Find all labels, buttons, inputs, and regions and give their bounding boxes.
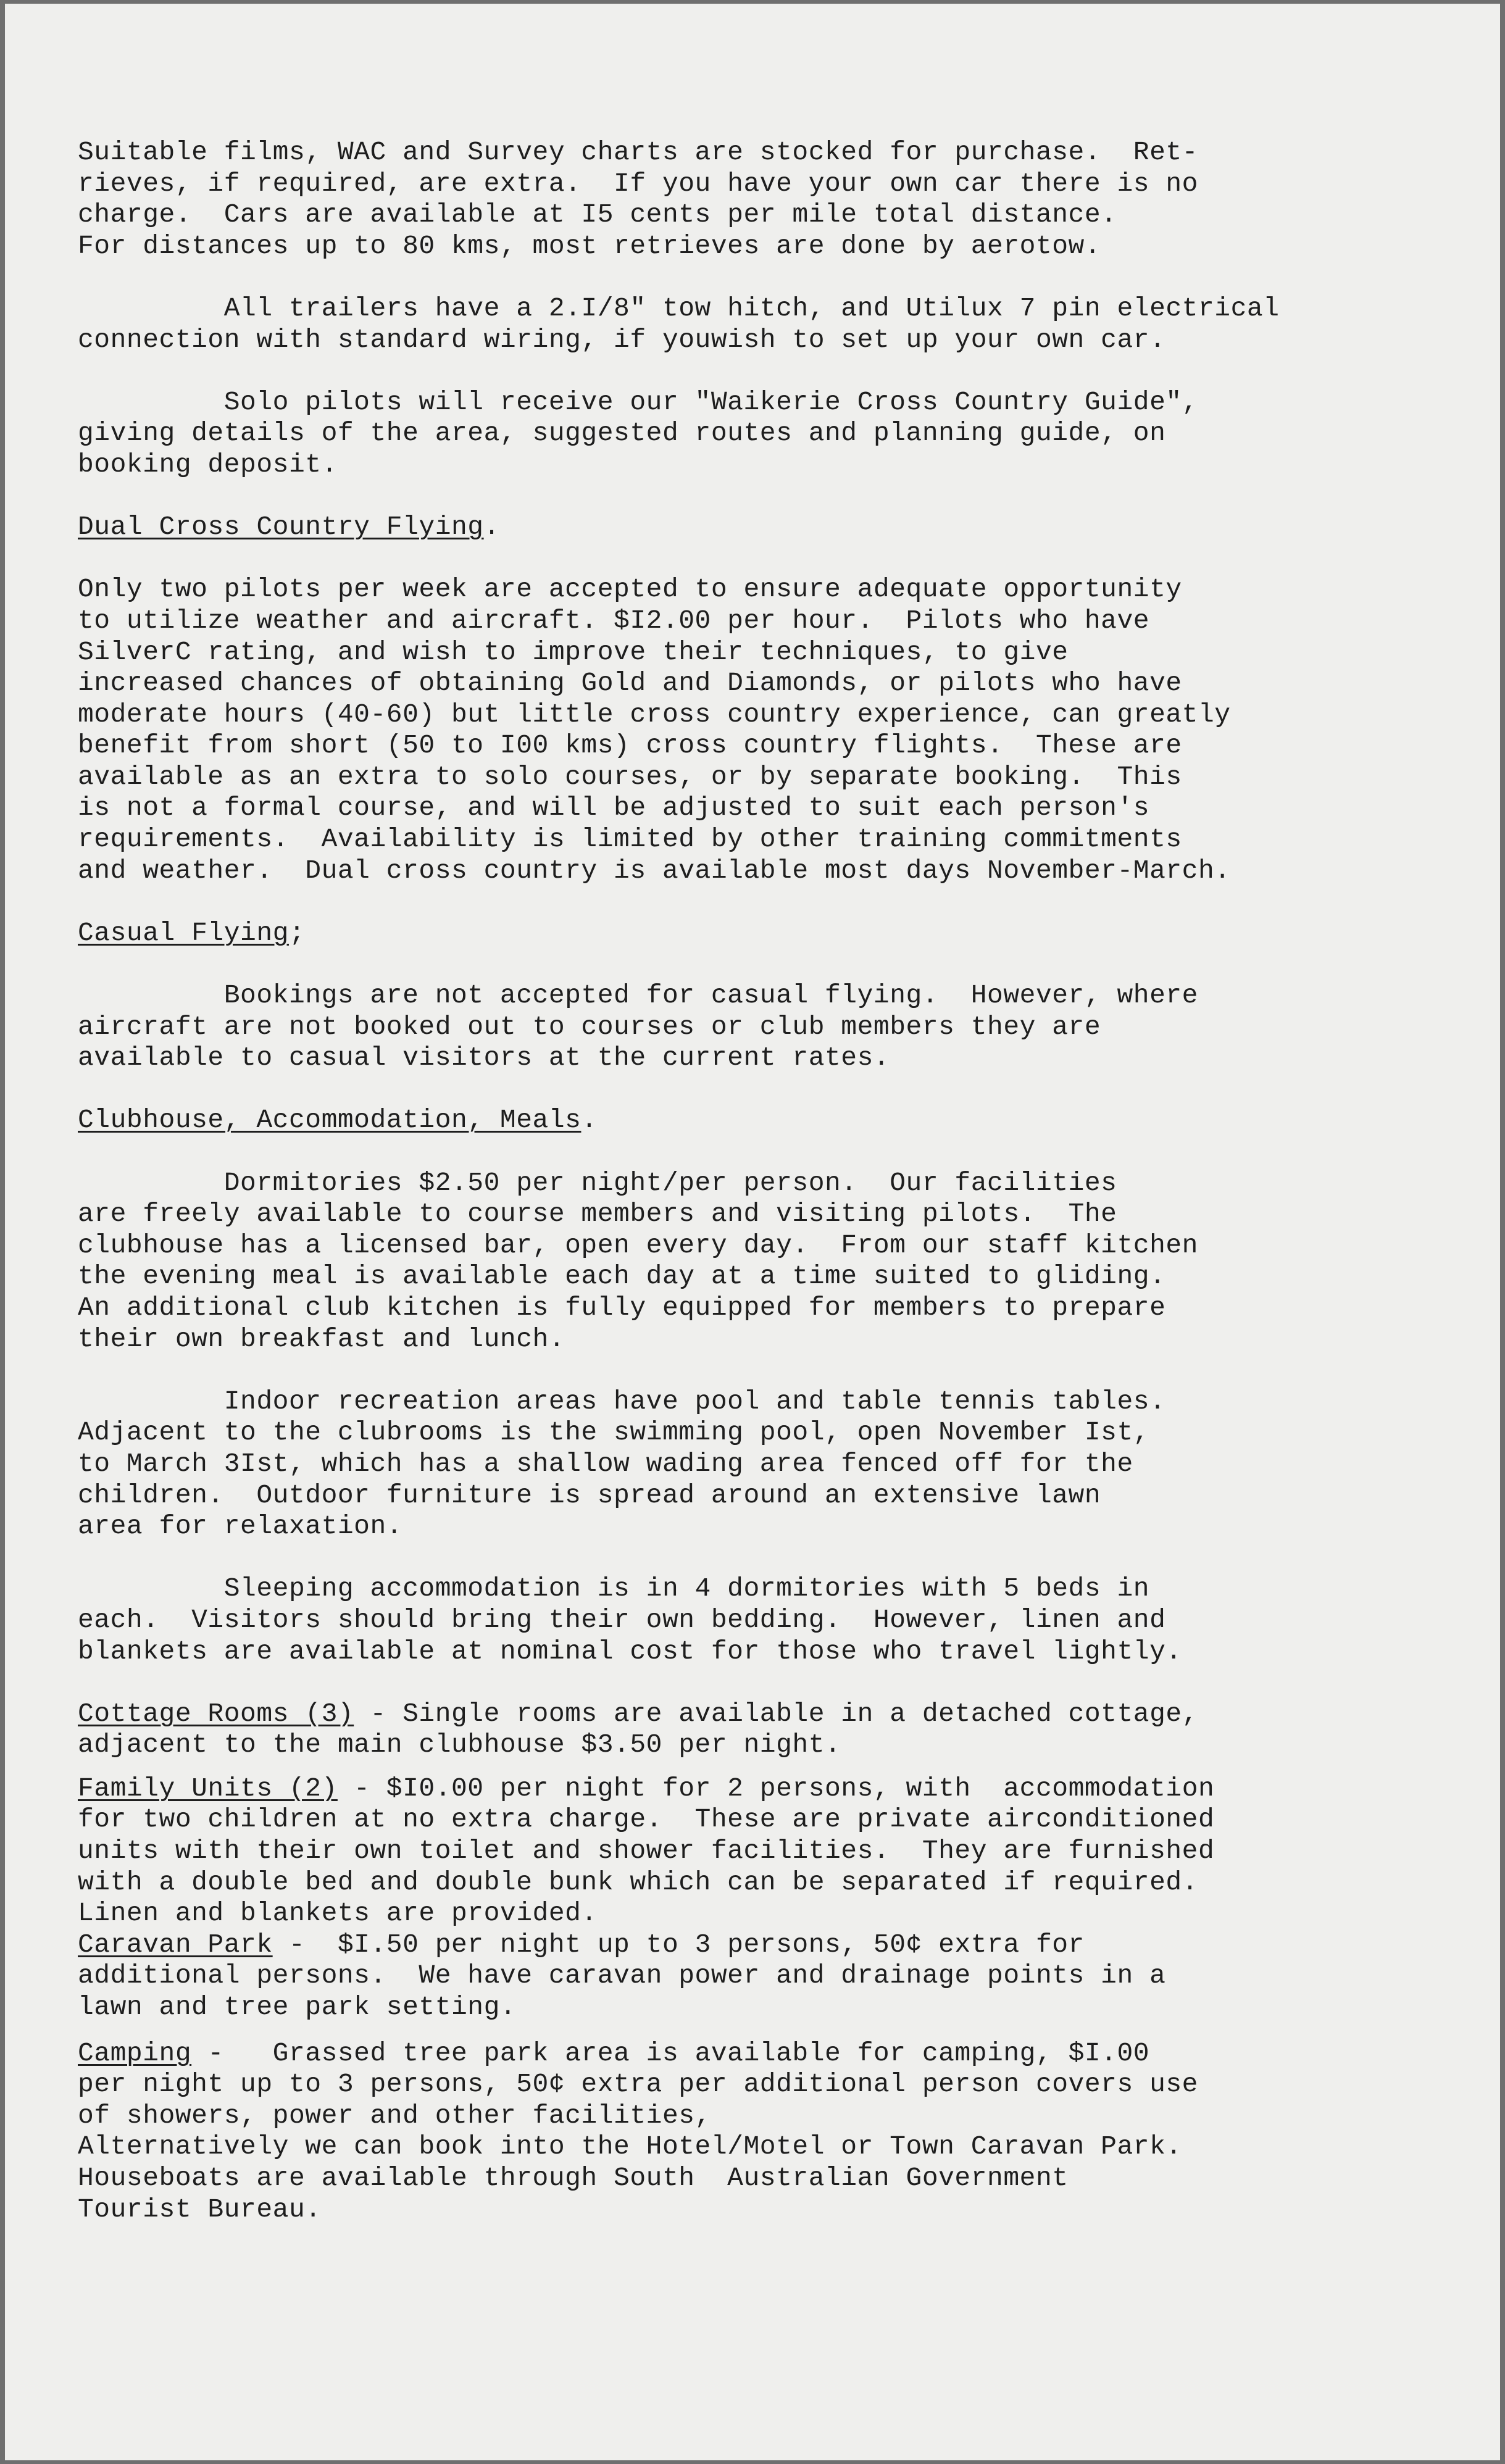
text-line: with a double bed and double bunk which can be separated if required. — [78, 1867, 1198, 1897]
text-line: are freely available to course members and visiting pilots. The — [78, 1199, 1117, 1230]
text-line: clubhouse has a licensed bar, open every day. From our staff kitchen — [78, 1230, 1198, 1260]
text-line: per night up to 3 persons, 50¢ extra per additional person covers use — [78, 2069, 1198, 2100]
text-line: lawn and tree park setting. — [78, 1992, 517, 2023]
paragraph-dormitories — [78, 1168, 1405, 1355]
text-line: available as an extra to solo courses, or by separate booking. This — [78, 761, 1182, 792]
heading-text: Caravan Park — [78, 1929, 273, 1960]
text-line: additional persons. We have caravan power and drainage points in a — [78, 1960, 1166, 1991]
text-line: moderate hours (40-60) but little cross country experience, can greatly — [78, 699, 1231, 730]
text-line: Dormitories $2.50 per night/per person. Our facilities — [78, 1167, 1117, 1198]
heading-suffix: - $I0.00 per night for 2 persons, with accommodation — [337, 1773, 1215, 1804]
text-line: SilverC rating, and wish to improve their techniques, to give — [78, 636, 1069, 667]
paragraph-family-units — [78, 1773, 1405, 1929]
text-line: is not a formal course, and will be adjusted to suit each person's — [78, 793, 1150, 823]
text-line: the evening meal is available each day at a time suited to gliding. — [78, 1261, 1166, 1292]
text-line: to March 3Ist, which has a shallow wading area fenced off for the — [78, 1448, 1133, 1479]
text-line — [78, 2038, 1405, 2070]
text-line: each. Visitors should bring their own bedding. However, linen and — [78, 1604, 1166, 1635]
paragraph-caravan-park — [78, 1929, 1405, 2023]
text-line: Bookings are not accepted for casual flying. However, where — [78, 980, 1198, 1011]
heading-text: Camping — [78, 2037, 192, 2068]
paragraph-sleeping — [78, 1573, 1405, 1667]
heading-text: Family Units (2) — [78, 1773, 338, 1804]
paragraph-solo-guide — [78, 387, 1405, 481]
heading-suffix: - Single rooms are available in a detached cottage, — [354, 1698, 1198, 1729]
section-heading-casual-flying — [78, 918, 1405, 949]
text-line: available to casual visitors at the current rates. — [78, 1043, 890, 1073]
text-line: Solo pilots will receive our "Waikerie Cross Country Guide", — [78, 386, 1198, 417]
text-line: and weather. Dual cross country is available most days November-March. — [78, 855, 1231, 886]
heading-suffix: ; — [288, 917, 306, 948]
text-line: area for relaxation. — [78, 1511, 403, 1542]
text-line: Only two pilots per week are accepted to ensure adequate opportunity — [78, 574, 1182, 605]
heading-suffix: . — [581, 1105, 598, 1136]
text-line: for two children at no extra charge. These are private airconditioned — [78, 1804, 1215, 1835]
heading-text: Clubhouse, Accommodation, Meals — [78, 1105, 582, 1136]
text-line: requirements. Availability is limited by other training commitments — [78, 824, 1182, 855]
paragraph-cottage-rooms — [78, 1699, 1405, 1761]
text-line: children. Outdoor furniture is spread around an extensive lawn — [78, 1480, 1101, 1510]
text-line: of showers, power and other facilities, — [78, 2100, 711, 2131]
heading-suffix: - $I.50 per night up to 3 persons, 50¢ extra for — [272, 1929, 1085, 1960]
paragraph-camping — [78, 2038, 1405, 2226]
text-line: For distances up to 80 kms, most retrieves are done by aerotow. — [78, 230, 1101, 261]
text-line: blankets are available at nominal cost for those who travel lightly. — [78, 1636, 1182, 1667]
text-line: Linen and blankets are provided. — [78, 1898, 598, 1929]
text-line: Suitable films, WAC and Survey charts are stocked for purchase. Ret- — [78, 137, 1198, 167]
paragraph-trailers — [78, 293, 1405, 356]
text-line: aircraft are not booked out to courses or club members they are — [78, 1011, 1101, 1042]
paragraph-films-retrieves — [78, 137, 1405, 262]
text-line: benefit from short (50 to I00 kms) cross country flights. These are — [78, 730, 1182, 761]
text-line: Sleeping accommodation is in 4 dormitories with 5 beds in — [78, 1573, 1150, 1604]
text-line: Adjacent to the clubrooms is the swimming pool, open November Ist, — [78, 1417, 1150, 1448]
heading-text: Dual Cross Country Flying — [78, 512, 484, 543]
text-line: booking deposit. — [78, 449, 338, 480]
section-heading-clubhouse — [78, 1105, 1405, 1136]
paragraph-recreation — [78, 1386, 1405, 1542]
text-line: All trailers have a 2.I/8" tow hitch, and Utilux 7 pin electrical — [78, 293, 1280, 323]
text-line: connection with standard wiring, if youwish to set up your own car. — [78, 324, 1166, 355]
heading-text: Cottage Rooms (3) — [78, 1698, 354, 1729]
paragraph-casual-flying — [78, 980, 1405, 1074]
text-line: rieves, if required, are extra. If you have your own car there is no — [78, 168, 1198, 199]
text-line: An additional club kitchen is fully equipped for members to prepare — [78, 1292, 1166, 1323]
text-line — [78, 1699, 1405, 1730]
text-line: to utilize weather and aircraft. $I2.00 per hour. Pilots who have — [78, 605, 1150, 636]
text-line: Alternatively we can book into the Hotel/Motel or Town Caravan Park. — [78, 2131, 1182, 2162]
paper-sheet — [5, 4, 1500, 2460]
text-line: charge. Cars are available at I5 cents per mile total distance. — [78, 199, 1117, 230]
text-line — [78, 1929, 1405, 1961]
heading-text: Casual Flying — [78, 917, 289, 948]
text-line: Indoor recreation areas have pool and table tennis tables. — [78, 1386, 1166, 1417]
text-line: increased chances of obtaining Gold and Diamonds, or pilots who have — [78, 668, 1182, 699]
text-line — [78, 1773, 1405, 1805]
text-line: Houseboats are available through South Australian Government — [78, 2163, 1069, 2193]
text-line: adjacent to the main clubhouse $3.50 per night. — [78, 1729, 841, 1760]
paragraph-dual-cross-country — [78, 574, 1405, 886]
heading-suffix: - Grassed tree park area is available for camping, $I.00 — [191, 2037, 1150, 2068]
text-line: Tourist Bureau. — [78, 2194, 322, 2225]
section-heading-dual-cross-country — [78, 512, 1405, 543]
text-line: units with their own toilet and shower facilities. They are furnished — [78, 1836, 1215, 1867]
heading-suffix: . — [483, 512, 500, 543]
text-line: their own breakfast and lunch. — [78, 1323, 565, 1354]
document-text — [78, 137, 1405, 2225]
text-line: giving details of the area, suggested routes and planning guide, on — [78, 418, 1166, 449]
